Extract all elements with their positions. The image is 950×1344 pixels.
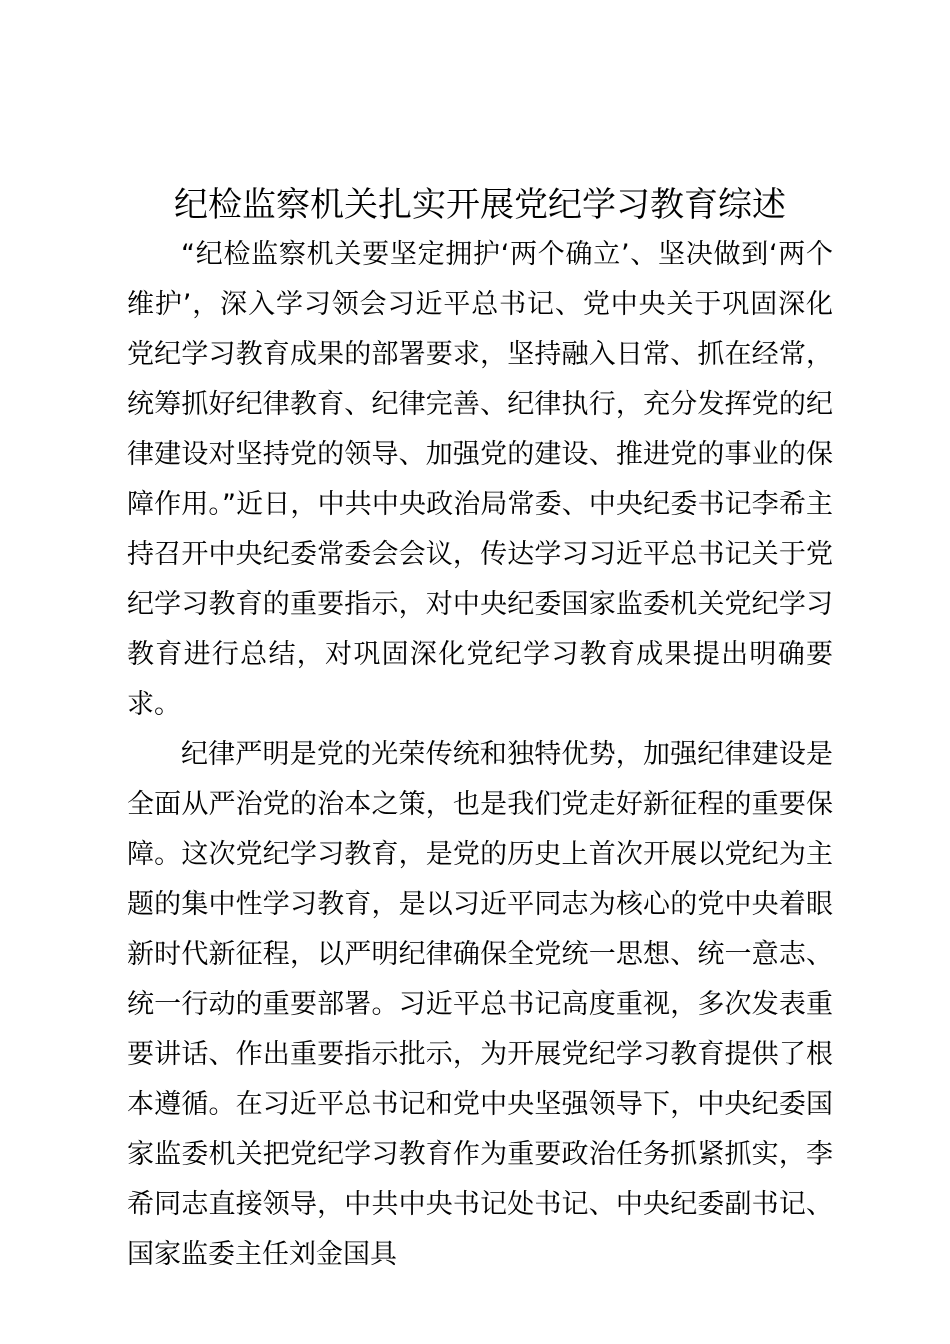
paragraph-1: “纪检监察机关要坚定拥护‘两个确立’、坚决做到‘两个维护’，深入学习领会习近平总书记、党中央关于巩固深化党纪学习教育成果的部署要求，坚持融入日常、抓在经常，统筹抓好纪律教育、纪律完善、纪律执行，充分发挥党的纪律建设对坚持党的领导、加强党的建设、推进党的事业的保障作用。”近日，中共中央政治局常委、中央纪委书记李希主持召开中央纪委常委会会议，传达学习习近平总书记关于党纪学习教育的重要指示，对中央纪委国家监委机关党纪学习教育进行总结，对巩固深化党纪学习教育成果提出明确要求。	[127, 239, 833, 720]
document-title: 纪检监察机关扎实开展党纪学习教育综述	[174, 185, 786, 225]
document-body	[127, 230, 833, 1280]
paragraph-2: 纪律严明是党的光荣传统和独特优势，加强纪律建设是全面从严治党的治本之策，也是我们党走好新征程的重要保障。这次党纪学习教育，是党的历史上首次开展以党纪为主题的集中性学习教育，是以习近平同志为核心的党中央着眼新时代新征程，以严明纪律确保全党统一思想、统一意志、统一行动的重要部署。习近平总书记高度重视，多次发表重要讲话、作出重要指示批示，为开展党纪学习教育提供了根本遵循。在习近平总书记和党中央坚强领导下，中央纪委国家监委机关把党纪学习教育作为重要政治任务抓紧抓实，李希同志直接领导，中共中央书记处书记、中央纪委副书记、国家监委主任刘金国具	[127, 739, 833, 1270]
